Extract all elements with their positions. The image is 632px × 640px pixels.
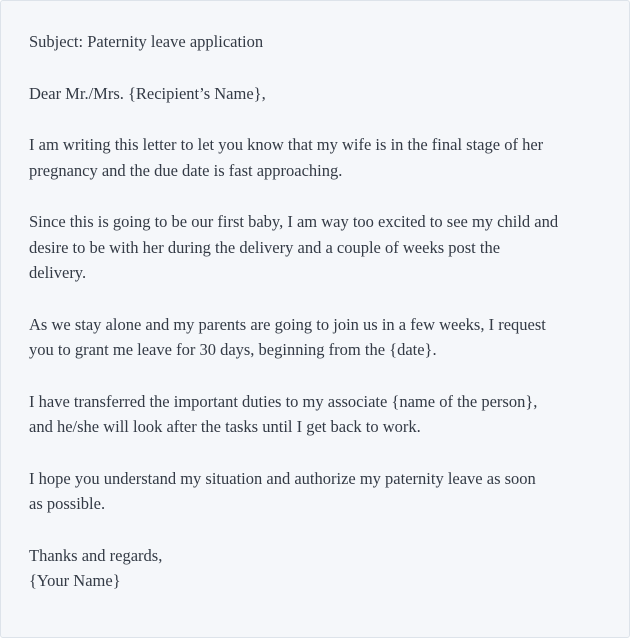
body-paragraph-2 (29, 209, 619, 286)
body-paragraph-3 (29, 312, 619, 363)
paragraph-line: I have transferred the important duties to my associate {name of the person}, (29, 391, 538, 411)
paragraph-line: desire to be with her during the delivery and a couple of weeks post the (29, 237, 501, 257)
body-paragraph-4 (29, 389, 619, 440)
signature-line: {Your Name} (29, 571, 121, 590)
letter-salutation (29, 81, 619, 107)
body-paragraph-1 (29, 132, 619, 183)
paragraph-line: delivery. (29, 263, 87, 282)
paragraph-line: you to grant me leave for 30 days, beginning from the {date}. (29, 340, 437, 359)
body-paragraph-5 (29, 466, 619, 517)
paragraph-line: pregnancy and the due date is fast approaching. (29, 160, 343, 180)
paragraph-line: and he/she will look after the tasks until I get back to work. (29, 417, 421, 436)
paragraph-line: I hope you understand my situation and authorize my paternity leave as soon (29, 468, 536, 488)
letter-signoff (29, 543, 619, 594)
paragraph-line: As we stay alone and my parents are going to join us in a few weeks, I request (29, 314, 546, 334)
letter-body (29, 29, 619, 620)
paragraph-line: Since this is going to be our first baby, I am way too excited to see my child and (29, 212, 559, 231)
salutation-line: Dear Mr./Mrs. {Recipient’s Name}, (29, 83, 266, 103)
subject-line: Subject: Paternity leave application (29, 32, 264, 51)
paragraph-line: as possible. (29, 494, 106, 513)
closing-line: Thanks and regards, (29, 545, 163, 565)
letter-subject (29, 29, 619, 55)
paragraph-line: I am writing this letter to let you know that my wife is in the final stage of her (29, 135, 544, 154)
